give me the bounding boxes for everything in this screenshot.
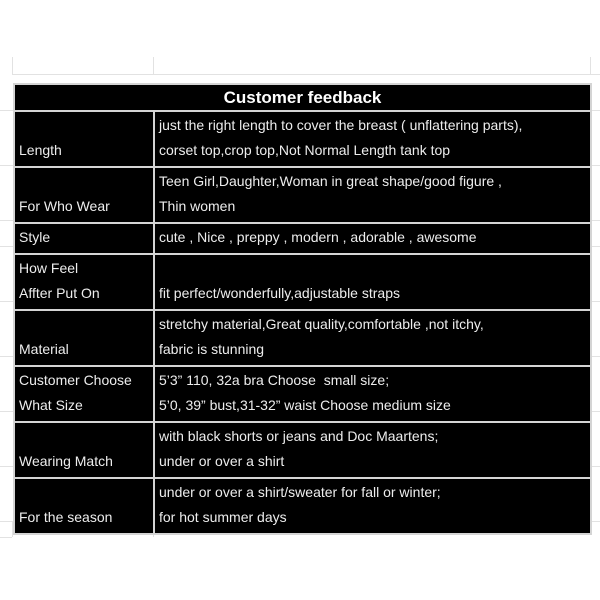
spreadsheet-gridline <box>12 74 600 75</box>
table-header-row <box>14 84 591 111</box>
table-row <box>14 366 591 422</box>
row-value <box>154 478 591 534</box>
spreadsheet-gridline <box>0 246 13 247</box>
cell-text-line: For the season <box>19 509 113 525</box>
row-label <box>14 310 154 366</box>
row-label <box>14 254 154 310</box>
cell-text-line: just the right length to cover the breast ( unflattering parts), <box>159 117 523 133</box>
cell-text-line: cute , Nice , preppy , modern , adorable , awesome <box>159 229 477 245</box>
feedback-table-rows <box>14 84 591 534</box>
row-label <box>14 223 154 254</box>
spreadsheet-gridline <box>590 57 591 74</box>
spreadsheet-gridline <box>592 356 600 357</box>
spreadsheet-gridline <box>0 356 13 357</box>
cell-text-line: Affter Put On <box>19 285 100 301</box>
spreadsheet-gridline <box>0 301 13 302</box>
spreadsheet-gridline <box>592 301 600 302</box>
spreadsheet-gridline <box>0 110 13 111</box>
spreadsheet-gridline <box>0 466 13 467</box>
cell-text-line: under or over a shirt/sweater for fall or winter; <box>159 484 441 500</box>
table-row <box>14 167 591 223</box>
cell-text-line: stretchy material,Great quality,comfortable ,not itchy, <box>159 316 484 332</box>
row-value <box>154 223 591 254</box>
row-label <box>14 366 154 422</box>
cell-text-line: Thin women <box>159 198 236 214</box>
spreadsheet-gridline <box>592 411 600 412</box>
table-row <box>14 223 591 254</box>
cell-text-line: corset top,crop top,Not Normal Length tank top <box>159 142 451 158</box>
cell-text-line: Length <box>19 142 62 158</box>
row-label <box>14 111 154 167</box>
spreadsheet-gridline <box>592 110 600 111</box>
spreadsheet-gridline <box>12 57 13 74</box>
cell-text-line: fit perfect/wonderfully,adjustable straps <box>159 285 400 301</box>
spreadsheet-gridline <box>153 57 154 74</box>
cell-text-line: 5’0, 39” bust,31-32” waist Choose medium size <box>159 397 451 413</box>
row-value <box>154 366 591 422</box>
row-value <box>154 254 591 310</box>
cell-text-line: for hot summer days <box>159 509 287 525</box>
cell-text-line: fabric is stunning <box>159 341 265 357</box>
table-row <box>14 478 591 534</box>
cell-text-line: 5’3” 110, 32a bra Choose small size; <box>159 372 390 388</box>
spreadsheet-gridline <box>592 246 600 247</box>
row-value <box>154 111 591 167</box>
row-label <box>14 167 154 223</box>
cell-text-line: Teen Girl,Daughter,Woman in great shape/good figure , <box>159 173 502 189</box>
spreadsheet-gridline <box>0 537 12 538</box>
cell-text-line: with black shorts or jeans and Doc Maartens; <box>159 428 439 444</box>
cell-text-line: How Feel <box>19 260 79 276</box>
spreadsheet-gridline <box>0 220 13 221</box>
cell-text-line: What Size <box>19 397 83 413</box>
table-row <box>14 310 591 366</box>
cell-text-line: under or over a shirt <box>159 453 285 469</box>
table-title: Customer feedback <box>14 84 591 111</box>
table-row <box>14 254 591 310</box>
cell-text-line: For Who Wear <box>19 198 110 214</box>
cell-text-line: Customer Choose <box>19 372 132 388</box>
spreadsheet-gridline <box>592 165 600 166</box>
spreadsheet-gridline <box>0 165 13 166</box>
spreadsheet-gridline <box>592 521 600 522</box>
spreadsheet-gridline <box>592 220 600 221</box>
table-row <box>14 111 591 167</box>
row-label <box>14 422 154 478</box>
row-value <box>154 310 591 366</box>
cell-text-line: Style <box>19 229 51 245</box>
customer-feedback-table <box>13 83 592 535</box>
row-label <box>14 478 154 534</box>
row-value <box>154 167 591 223</box>
table-row <box>14 422 591 478</box>
spreadsheet-gridline <box>0 411 13 412</box>
cell-text-line: Wearing Match <box>19 453 113 469</box>
cell-text-line: Material <box>19 341 69 357</box>
spreadsheet-gridline <box>592 466 600 467</box>
row-value <box>154 422 591 478</box>
